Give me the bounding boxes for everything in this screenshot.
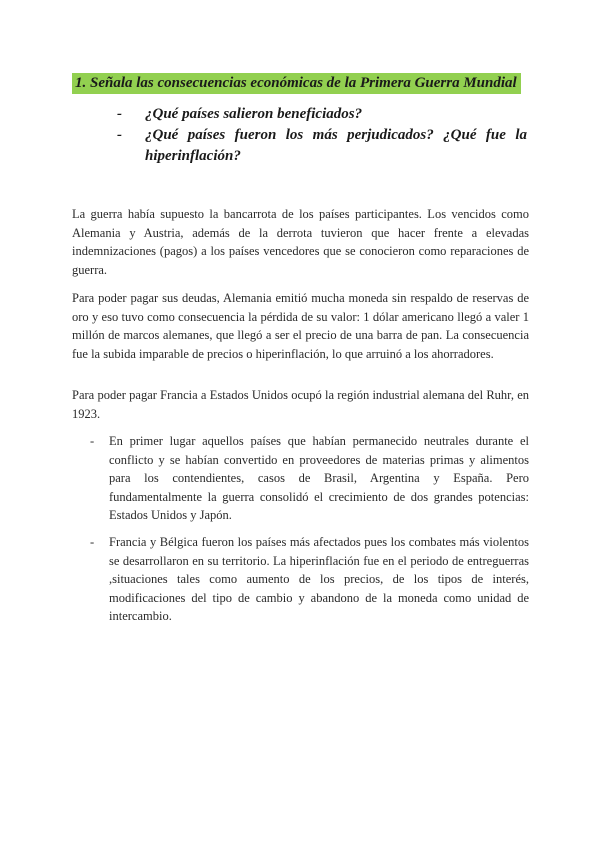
dash-bullet: - [117, 127, 122, 143]
paragraph-ruhr: Para poder pagar Francia a Estados Unidos ocupó la región industrial alemana del Ruhr, en 1923. [72, 388, 529, 421]
answer-text: Francia y Bélgica fueron los países más afectados pues los combates más violentos se desarrollaron en su territorio. La hiperinflación fue en el periodo de entreguerras ,situaciones tales como aumento de los precios, de los tipos de interés, modificaciones del tipo de cambio y abandono de la moneda como unidad de intercambio. [109, 535, 529, 623]
question-text: ¿Qué países fueron los más perjudicados? ¿Qué fue la hiperinflación? [145, 127, 527, 164]
question-item [117, 104, 527, 125]
question-heading: 1. Señala las consecuencias económicas de la Primera Guerra Mundial [72, 73, 521, 94]
dash-bullet: - [90, 535, 95, 549]
paragraph-war-bankruptcy: La guerra había supuesto la bancarrota de los países participantes. Los vencidos como Alemania y Austria, además de la derrota tuvieron que hacer frente a elevadas indemnizaciones (pagos) a los países vencedores que se conocieron como reparaciones de guerra. [72, 207, 529, 277]
paragraph-hyperinflation: Para poder pagar sus deudas, Alemania emitió mucha moneda sin respaldo de reservas de oro y eso tuvo como consecuencia la pérdida de su valor: 1 dólar americano llegó a valer 1 millón de marcos alemanes, que llegó a ser el precio de una barra de pan. La consecuencia fue la subida imparable de precios o hiperinflación, lo que arruinó a los ahorradores. [72, 291, 529, 361]
answer-list [90, 432, 529, 525]
answer-text: En primer lugar aquellos países que habían permanecido neutrales durante el conflicto y se habían convertido en proveedores de materias primas y alimentos para los contendientes, casos de Brasil, Argentina y España. Pero fundamentalmente la guerra consolidó el crecimiento de dos grandes potencias: Estados Unidos y Japón. [109, 434, 529, 522]
dash-bullet: - [90, 434, 95, 448]
answer-list [90, 533, 529, 626]
answer-item [90, 533, 529, 626]
dash-bullet: - [117, 106, 122, 122]
question-list [117, 104, 527, 167]
question-text: ¿Qué países salieron beneficiados? [145, 106, 363, 122]
question-item [117, 125, 527, 167]
answer-item [90, 432, 529, 525]
